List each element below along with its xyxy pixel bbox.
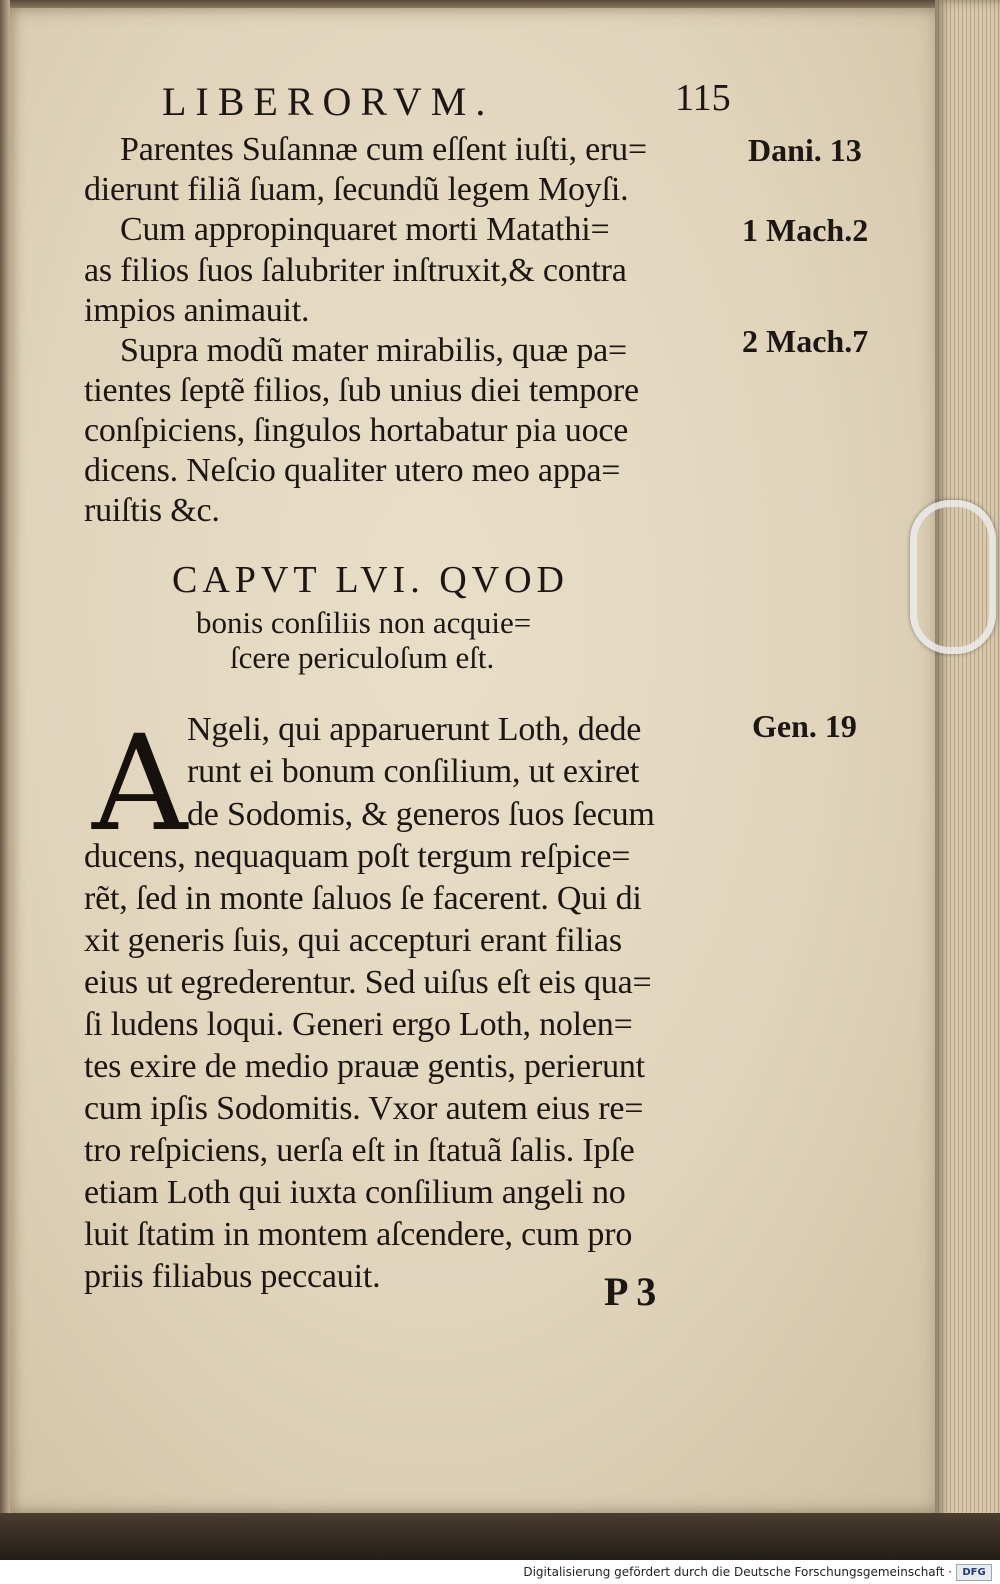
digitization-footer bbox=[0, 1560, 1000, 1584]
marginal-note: Gen. 19 bbox=[752, 708, 857, 744]
text-line: tes exire de medio prauæ gentis, perierunt bbox=[84, 1048, 645, 1085]
text-line: conſpiciens, ſingulos hortabatur pia uoce bbox=[84, 412, 629, 449]
text-line: xit generis ſuis, qui accepturi erant filias bbox=[84, 922, 622, 959]
text-line: cum ipſis Sodomitis. Vxor autem eius re= bbox=[84, 1090, 644, 1127]
text-line: Cum appropinquaret morti Matathi= bbox=[120, 211, 610, 248]
text-line: ducens, nequaquam poſt tergum reſpice= bbox=[84, 838, 631, 875]
text-line: tro reſpiciens, uerſa eſt in ſtatuã ſalis. Ipſe bbox=[84, 1132, 635, 1169]
marginal-note: 2 Mach.7 bbox=[742, 323, 869, 359]
page-fore-edge bbox=[935, 0, 1000, 1525]
text-line: Supra modũ mater mirabilis, quæ pa= bbox=[120, 332, 627, 369]
text-line: rẽt, ſed in monte ſaluos ſe facerent. Qui di bbox=[84, 880, 642, 917]
text-line: dicens. Neſcio qualiter utero meo appa= bbox=[84, 452, 621, 489]
text-line: eius ut egrederentur. Sed uiſus eſt eis qua= bbox=[84, 964, 652, 1001]
text-line: as filios ſuos ſalubriter inſtruxit,& contra bbox=[84, 252, 627, 289]
text-line: ſi ludens loqui. Generi ergo Loth, nolen= bbox=[84, 1006, 633, 1043]
text-line: etiam Loth qui iuxta conſilium angeli no bbox=[84, 1174, 626, 1211]
text-line: Parentes Suſannæ cum eſſent iuſti, eru= bbox=[120, 131, 647, 168]
marginal-note: 1 Mach.2 bbox=[742, 212, 869, 248]
text-line: impios animauit. bbox=[84, 292, 310, 329]
funding-credit: Digitalisierung gefördert durch die Deutsche Forschungsgemeinschaft · bbox=[523, 1565, 952, 1579]
text-line: dierunt filiã ſuam, ſecundũ legem Moyſi. bbox=[84, 171, 629, 208]
text-line: priis filiabus peccauit. bbox=[84, 1258, 381, 1295]
chapter-subheading: bonis conſiliis non acquie= bbox=[196, 605, 532, 640]
text-line: luit ſtatim in montem aſcendere, cum pro bbox=[84, 1216, 633, 1253]
chapter-subheading: ſcere periculoſum eſt. bbox=[230, 640, 495, 675]
text-line: de Sodomis, & generos ſuos ſecum bbox=[187, 796, 655, 833]
text-line: tientes ſeptẽ filios, ſub unius diei tempore bbox=[84, 372, 639, 409]
text-line: Ngeli, qui apparuerunt Loth, dede bbox=[187, 711, 642, 748]
page-number: 115 bbox=[675, 77, 731, 119]
text-line: ruiſtis &c. bbox=[84, 492, 220, 529]
signature-mark: P 3 bbox=[604, 1269, 657, 1314]
marginal-note: Dani. 13 bbox=[748, 132, 862, 168]
page-clip bbox=[910, 500, 996, 654]
text-line: runt ei bonum conſilium, ut exiret bbox=[187, 753, 640, 790]
dfg-logo: DFG bbox=[956, 1564, 992, 1581]
running-head: LIBERORVM. bbox=[162, 79, 495, 124]
chapter-heading: CAPVT LVI. QVOD bbox=[172, 559, 569, 601]
decorated-initial: A bbox=[92, 707, 188, 861]
page-bottom-edge bbox=[0, 1513, 1000, 1560]
